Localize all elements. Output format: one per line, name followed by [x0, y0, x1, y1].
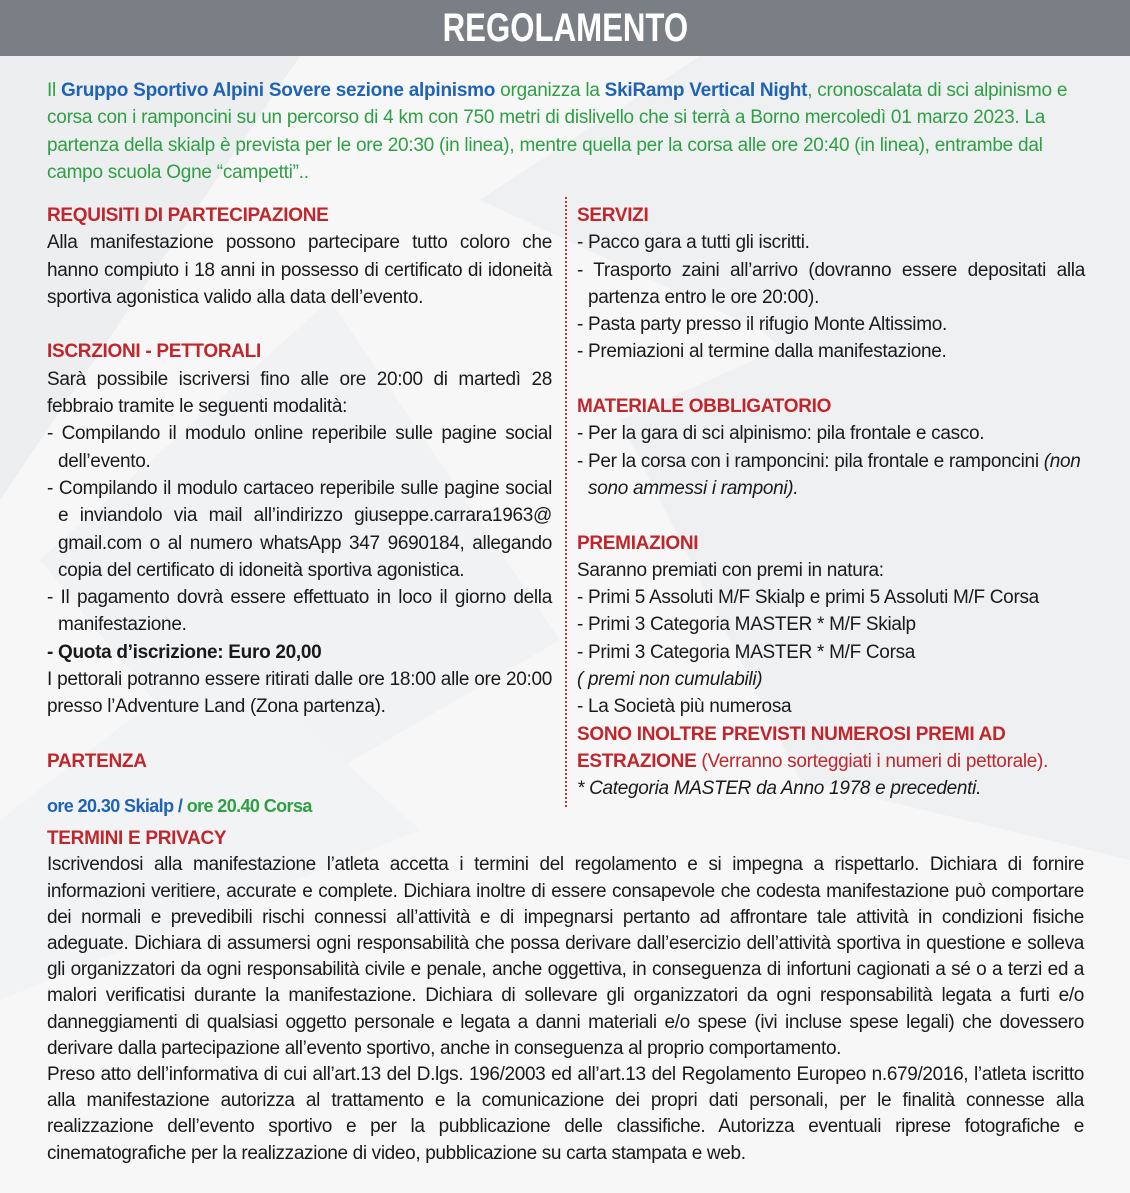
- intro-text-3: , cronoscalata di sci alpinismo e corsa con i ramponcini su un percorso di 4 km con 750 metri di dislivello che si terrà a Borno mercoledì 01 marzo 2023. La partenza della skialp è prevista per le ore 20:30 (in linea), mentre quella per la corsa alle ore 20:40 (in linea), entrambe dal campo scuola Ogne “campetti”..: [47, 80, 1068, 183]
- materiale-item-note: (non sono ammessi i ramponi).: [588, 450, 1081, 499]
- iscrizioni-intro: Sarà possibile iscriversi fino alle ore 20:00 di martedì 28 febbraio tramite le seguenti modalità:: [47, 368, 552, 418]
- premiazioni-item: - Primi 3 Categoria MASTER * M/F Corsa: [577, 641, 916, 663]
- requisiti-text: Alla manifestazione possono partecipare tutto coloro che hanno compiuto i 18 anni in possesso di certificato di idoneità sportiva agonistica valido alla data dell’evento.: [47, 232, 552, 308]
- right-column: [577, 202, 1085, 803]
- termini-title: TERMINI E PRIVACY: [47, 828, 227, 849]
- premiazioni-societa: - La Società più numerosa: [577, 696, 792, 718]
- materiale-item-text: - Per la corsa con i ramponcini: pila frontale e ramponcini: [577, 450, 1039, 472]
- servizi-item: - Pacco gara a tutti gli iscritti.: [577, 232, 810, 254]
- partenza-skialp: ore 20.30 Skialp: [47, 796, 174, 817]
- master-note: * Categoria MASTER da Anno 1978 e precedenti.: [577, 778, 982, 800]
- materiale-item: [577, 448, 1085, 503]
- event-name: SkiRamp Vertical Night: [604, 80, 808, 101]
- premiazioni-item: - Primi 3 Categoria MASTER * M/F Skialp: [577, 614, 916, 636]
- intro-paragraph: [47, 77, 1087, 186]
- partenza-separator: /: [173, 796, 187, 817]
- servizi-item: - Pasta party presso il rifugio Monte Altissimo.: [577, 314, 947, 336]
- requisiti-title: REQUISITI DI PARTECIPAZIONE: [47, 205, 329, 226]
- servizi-title: SERVIZI: [577, 205, 649, 226]
- servizi-item: - Trasporto zaini all’arrivo (dovranno essere depositati alla partenza entro le ore 20:00).: [577, 259, 1085, 308]
- terms-section: [47, 825, 1084, 1167]
- iscrizioni-item: - Compilando il modulo online reperibile sulle pagine social dell’evento.: [47, 423, 552, 472]
- header-bar: [0, 0, 1130, 56]
- quota-iscrizione: - Quota d’iscrizione: Euro 20,00: [47, 641, 322, 663]
- left-column: [47, 202, 552, 838]
- intro-text-2: organizza la: [495, 80, 605, 101]
- termini-paragraph-2: Preso atto dell’informativa di cui all’art.13 del D.lgs. 196/2003 ed all’art.13 del Regolamento Europeo n.679/2016, l’atleta iscritto alla manifestazione autorizza al trattamento e la comunicazione dei propri dati personali, per le finalità connesse alla realizzazione dell’evento sportivo e per la pubblicazione delle classifiche. Autorizza eventuali riprese fotografiche e cinematografiche per la realizzazione di video, pubblicazione su carta stampata e web.: [47, 1063, 1084, 1164]
- estrazione-notice: [577, 721, 1085, 776]
- estrazione-note: (Verranno sorteggiati i numeri di pettorale).: [696, 750, 1049, 772]
- organizer-name: Gruppo Sportivo Alpini Sovere sezione alpinismo: [61, 80, 496, 101]
- pettorali-text: I pettorali potranno essere ritirati dalle ore 18:00 alle ore 20:00 presso l’Adventure Land (Zona partenza).: [47, 669, 552, 718]
- iscrizioni-title: ISCRZIONI - PETTORALI: [47, 341, 261, 363]
- iscrizioni-item: - Compilando il modulo cartaceo reperibile sulle pagine social e inviandolo via mail all’indirizzo giuseppe.carrara1963@ gmail.com o al numero whatsApp 347 9690184, allegando copia del certificato di idoneità sportiva agonistica.: [47, 477, 552, 581]
- intro-text-1: Il: [47, 80, 62, 101]
- estrazione-title: SONO INOLTRE PREVISTI NUMEROSI PREMI AD ESTRAZIONE: [577, 723, 1006, 772]
- column-divider: [565, 197, 567, 807]
- materiale-item: - Per la gara di sci alpinismo: pila frontale e casco.: [577, 423, 985, 445]
- iscrizioni-item: - Il pagamento dovrà essere effettuato in loco il giorno della manifestazione.: [47, 587, 552, 636]
- premiazioni-intro: Saranno premiati con premi in natura:: [577, 559, 884, 581]
- partenza-times: [47, 793, 552, 820]
- termini-paragraph-1: Iscrivendosi alla manifestazione l’atleta accetta i termini del regolamento e si impegna a rispettarlo. Dichiara di fornire informazioni veritiere, accurate e complete. Dichiara inoltre di essere consapevole che codesta manifestazione può comportare dei normali e prevedibili rischi connessi all’attività e di impegnarsi pertanto ad affrontare tale attività in condizioni fisiche adeguate. Dichiara di assumersi ogni responsabilità che possa derivare dall’esercizio dell’attività sportiva in questione e solleva gli organizzatori da ogni responsabilità civile e penale, anche oggettiva, in conseguenza di infortuni cagionati a sé o a terzi ed a malori verificatisi durante la manifestazione. Dichiara di sollevare gli organizzatori da ogni responsabilità legata a furti e/o danneggiamenti di qualsiasi oggetto personale e legata a danni materiali e/o spese (ivi incluse spese legali) che dovessero derivare dalla partecipazione all’evento sportivo, anche in conseguenza al proprio comportamento.: [47, 854, 1084, 1059]
- partenza-title: PARTENZA: [47, 750, 147, 772]
- servizi-item: - Premiazioni al termine dalla manifestazione.: [577, 341, 947, 363]
- page-title: REGOLAMENTO: [442, 5, 688, 50]
- premiazioni-title: PREMIAZIONI: [577, 532, 699, 554]
- premiazioni-note: ( premi non cumulabili): [577, 669, 763, 691]
- premiazioni-item: - Primi 5 Assoluti M/F Skialp e primi 5 Assoluti M/F Corsa: [577, 587, 1039, 609]
- partenza-corsa: ore 20.40 Corsa: [186, 796, 312, 817]
- materiale-title: MATERIALE OBBLIGATORIO: [577, 396, 832, 418]
